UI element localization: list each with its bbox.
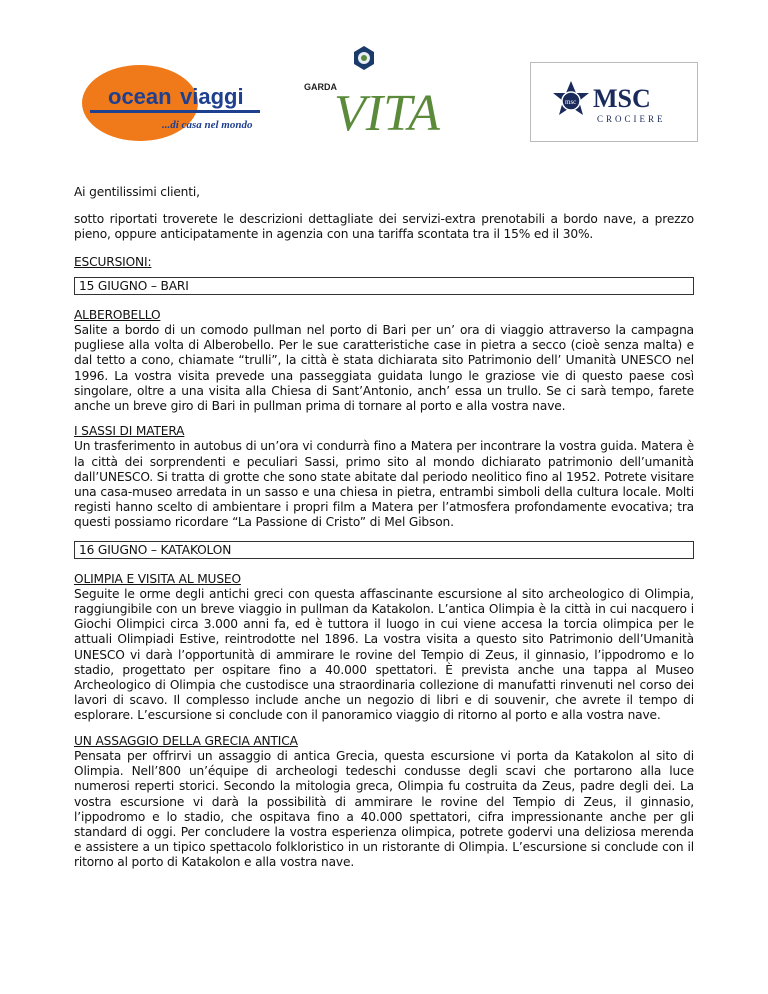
ocean-tagline: ...di casa nel mondo — [162, 119, 253, 131]
excursion-title: ALBEROBELLO — [74, 307, 161, 322]
section-title: ESCURSIONI: — [74, 254, 152, 269]
excursion-description: Pensata per offrirvi un assaggio di antica Grecia, questa escursione vi porta da Katakolon al sito di Olimpia. Nell’800 un’équipe di archeologi tedeschi condusse degli scavi che portarono alla luce numerosi reperti storici. Secondo la mitologia greca, Olimpia fu costruita da Zeus, padre degli dei. La vostra escursione vi darà la possibilità di ammirare le rovine del Tempio di Zeus, il ginnasio, l’ippodromo e lo stadio, che ospitava fino a 40.000 spettatori, cifra impressionante anche per gli standard di oggi. Per concludere la vostra esperienza olimpica, potrete godervi una deliziosa merenda e assistere a un tipico spettacolo folkloristico in un ristorante di Olimpia. L’escursione si conclude con il ritorno al porto di Katakolon e alla vostra nave. — [74, 748, 694, 870]
msc-sub-text: CROCIERE — [597, 114, 666, 124]
intro-paragraph: sotto riportati troverete le descrizioni dettagliate dei servizi-extra prenotabili a bordo nave, a prezzo pieno, oppure anticipatamente in agenzia con una tariffa scontata tra il 15% ed il 30%. — [74, 212, 694, 242]
greeting: Ai gentilissimi clienti, — [74, 185, 200, 199]
ocean-brand-text: ocean — [108, 84, 172, 109]
document-body — [74, 185, 694, 881]
day-header: 16 GIUGNO – KATAKOLON — [74, 541, 694, 559]
excursion-title: OLIMPIA E VISITA AL MUSEO — [74, 571, 241, 586]
svg-text:msc: msc — [565, 98, 577, 106]
msc-mark — [531, 63, 697, 141]
ocean-name-text: viaggi — [180, 84, 244, 109]
garda-word-text: VITA — [334, 85, 440, 142]
garda-vita-logo — [300, 44, 440, 142]
excursion-title: I SASSI DI MATERA — [74, 424, 185, 439]
msc-brand-text: MSC — [593, 84, 651, 113]
day-header: 15 GIUGNO – BARI — [74, 277, 694, 295]
excursion-description: Un trasferimento in autobus di un’ora vi condurrà fino a Matera per incontrare la vostra guida. Matera è la città dei sorprendenti e peculiari Sassi, primo sito al mondo dichiarato patrimonio dell’umanità dall’UNESCO. Si tratta di grotte che sono state abitate dal periodo neolitico fino al 1952. Potrete visitare una casa-museo arredata in un sasso e una chiesa in pietra, entrambi simboli della cultura locale. Molti registi hanno scelto di ambientare i propri film a Matera per l’atmosfera profondamente evocativa; tra questi possiamo ricordare “La Passione di Cristo” di Mel Gibson. — [74, 439, 694, 530]
msc-crociere-logo — [530, 62, 698, 142]
excursion-description: Salite a bordo di un comodo pullman nel porto di Bari per un’ ora di viaggio attraverso la campagna pugliese alla volta di Alberobello. Per le sue caratteristiche case in pietra a secco (cioè senza malta) e dal tetto a cono, chiamate “trulli”, la città è stata dichiarata sito Patrimonio dell’ Umanità UNESCO nel 1996. La vostra visita prevede una passeggiata guidata lungo le graziose vie di questo paese così singolare, oltre a una visita alla Chiesa di Sant’Antonio, anch’ essa un trullo. Se ci sarà tempo, farete anche un breve giro di Bari in pullman prima di tornare al porto e alla vostra nave. — [74, 323, 694, 414]
excursion-title: UN ASSAGGIO DELLA GRECIA ANTICA — [74, 733, 298, 748]
garda-top-text: GARDA — [304, 82, 337, 92]
excursion-description: Seguite le orme degli antichi greci con questa affascinante escursione al sito archeologico di Olimpia, raggiungibile con un breve viaggio in pullman da Katakolon. L’antica Olimpia è la città in cui nacquero i Giochi Olimpici circa 3.000 anni fa, ed è tuttora il luogo in cui viene accesa la torcia olimpica per le attuali Olimpiadi Estive, reintrodotte nel 1896. La vostra visita a questo sito Patrimonio dell’Umanità UNESCO vi darà l’opportunità di ammirare le rovine del Tempio di Zeus, il ginnasio, l’ippodromo e lo stadio, progettato per ospitare fino a 40.000 spettatori. È prevista anche una tappa al Museo Archeologico di Olimpia che custodisce una straordinaria collezione di manufatti rinvenuti nel corso dei lavori di scavo. Il complesso include anche un negozio di libri e di souvenir, che avrete il tempo di esplorare. L’escursione si conclude con il panoramico viaggio di ritorno al porto e alla vostra nave. — [74, 586, 694, 723]
ocean-viaggi-logo — [80, 64, 270, 142]
